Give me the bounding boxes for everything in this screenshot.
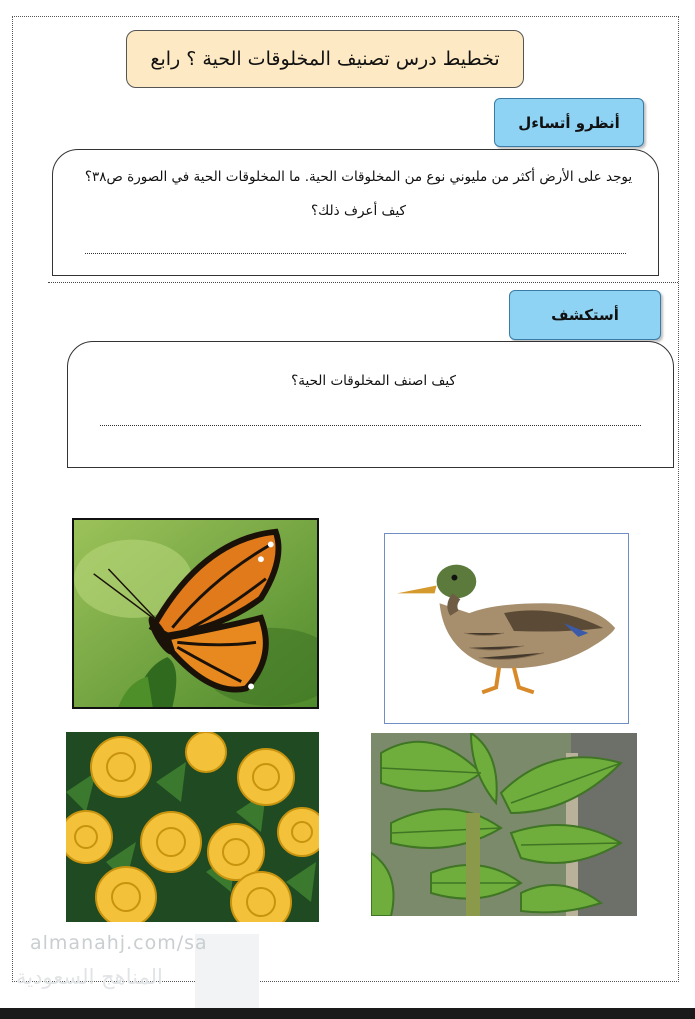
question-line-1: يوجد على الأرض أكثر من مليوني نوع من المخلوقات الحية. ما المخلوقات الحية في الصورة ص٣٨؟ (84, 169, 633, 185)
look-and-wonder-question (73, 160, 644, 228)
explore-question: كيف اصنف المخلوقات الحية؟ (291, 373, 456, 389)
question-line-2: كيف أعرف ذلك؟ (311, 203, 406, 219)
watermark-arabic: المناهج السعودية (16, 965, 163, 989)
lesson-title-box (126, 30, 524, 88)
watermark-url: almanahj.com/sa (30, 932, 208, 954)
look-and-wonder-label: أنظرو أتساءل (518, 113, 620, 132)
explore-tab (509, 290, 661, 340)
section-separator (48, 282, 678, 283)
look-and-wonder-tab (494, 98, 644, 147)
duck-photo (384, 533, 629, 724)
lesson-title: تخطيط درس تصنيف المخلوقات الحية ؟ رابع (150, 48, 500, 70)
explore-label: أستكشف (551, 306, 619, 324)
bottom-bar (0, 1008, 695, 1019)
banana-plant-photo (371, 733, 637, 916)
yellow-roses-photo (66, 732, 319, 922)
look-and-wonder-question-box (52, 149, 659, 276)
answer-dotted-line[interactable] (100, 425, 641, 426)
butterfly-photo (72, 518, 319, 709)
answer-dotted-line[interactable] (85, 253, 626, 254)
explore-question-box (67, 341, 674, 468)
